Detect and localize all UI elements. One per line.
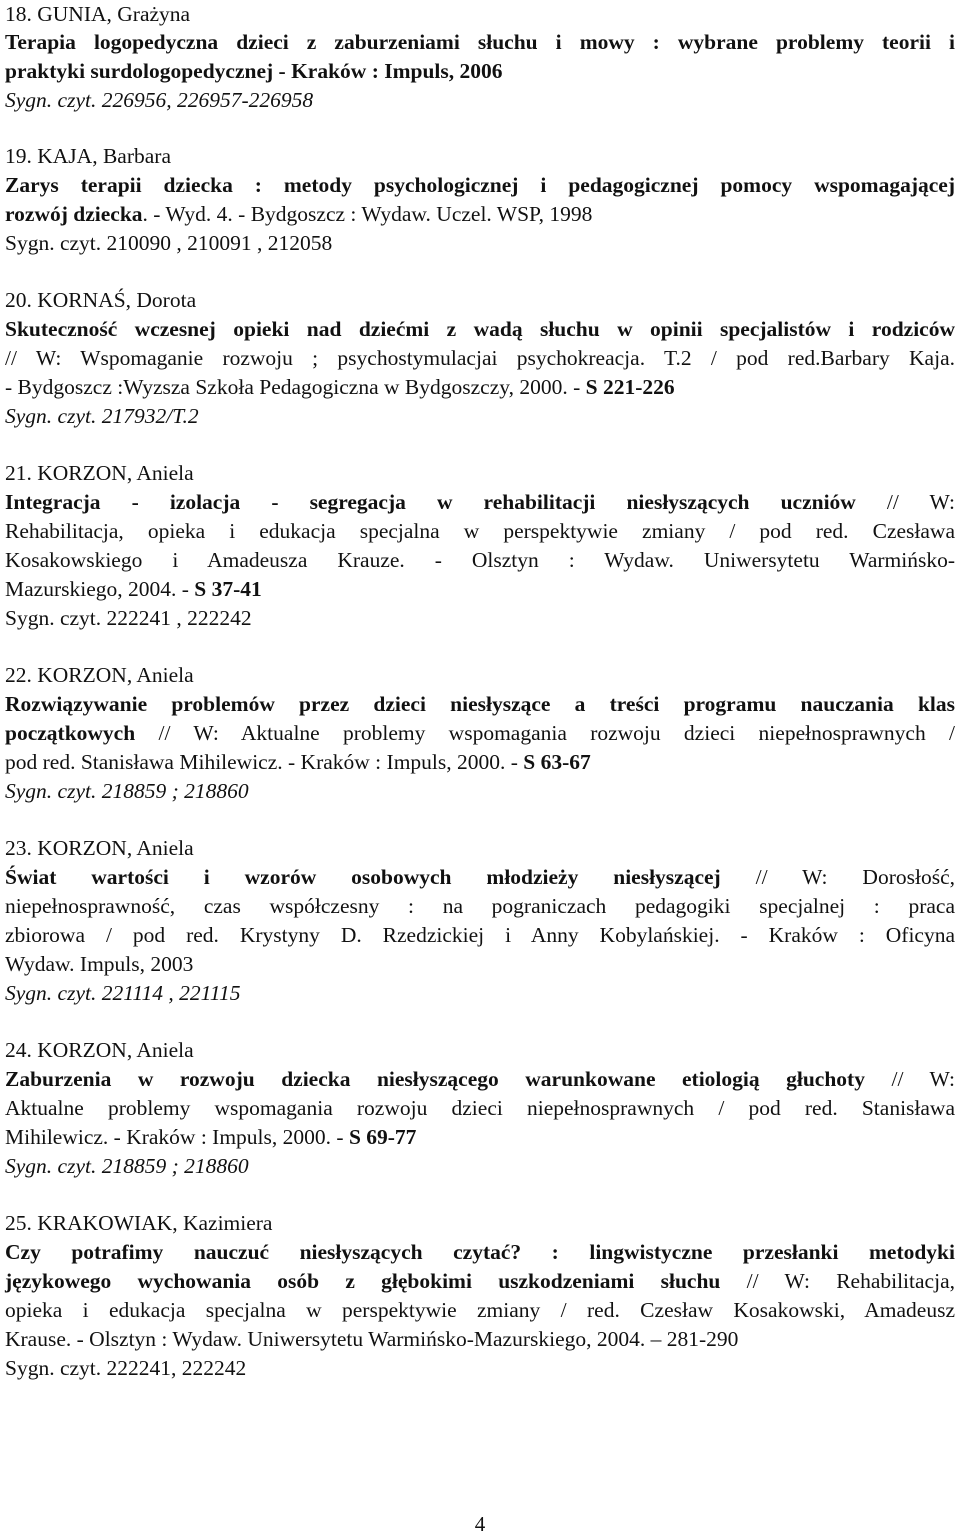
entry-18-call-number: Sygn. czyt. 226956, 226957-226958 <box>5 88 314 112</box>
entry-25-author: 25. KRAKOWIAK, Kazimiera <box>5 1211 273 1235</box>
entry-21-source: Rehabilitacja, opieka i edukacja specjalna w perspektywie zmiany / pod red. Czesława <box>5 519 955 543</box>
entry-22-author: 22. KORZON, Aniela <box>5 663 194 687</box>
entry-19-call-number: Sygn. czyt. 210090 , 210091 , 212058 <box>5 231 333 255</box>
entry-20-publication: - Bydgoszcz :Wyzsza Szkoła Pedagogiczna w Bydgoszczy, 2000. - S 221-226 <box>5 375 675 399</box>
entry-20-title: Skuteczność wczesnej opieki nad dziećmi z wadą słuchu w opinii specjalistów i rodziców <box>5 317 955 341</box>
entry-21-author: 21. KORZON, Aniela <box>5 461 194 485</box>
entry-20-call-number: Sygn. czyt. 217932/T.2 <box>5 404 199 428</box>
entry-25-title-line: językowego wychowania osób z głębokimi uszkodzeniami słuchu // W: Rehabilitacja, <box>5 1269 955 1293</box>
entry-20-source: // W: Wspomaganie rozwoju ; psychostymulacjai psychokreacja. T.2 / pod red.Barbary Kaja. <box>5 346 955 370</box>
entry-18-author: 18. GUNIA, Grażyna <box>5 2 191 26</box>
entry-21-publication: Mazurskiego, 2004. - S 37-41 <box>5 577 262 601</box>
entry-23-title-line: Świat wartości i wzorów osobowych młodzieży niesłyszącej // W: Dorosłość, <box>5 865 955 889</box>
entry-24-source: Aktualne problemy wspomagania rozwoju dzieci niepełnosprawnych / pod red. Stanisława <box>5 1096 955 1120</box>
entry-19-publication: . - Wyd. 4. - Bydgoszcz : Wydaw. Uczel. WSP, 1998 <box>142 202 593 226</box>
entry-24-call-number: Sygn. czyt. 218859 ; 218860 <box>5 1154 249 1178</box>
entry-23-call-number: Sygn. czyt. 221114 , 221115 <box>5 981 241 1005</box>
entry-22-call-number: Sygn. czyt. 218859 ; 218860 <box>5 779 249 803</box>
entry-22-pages: S 63-67 <box>523 750 591 774</box>
entry-21-title: Integracja - izolacja - segregacja w rehabilitacji niesłyszących uczniów <box>5 490 856 514</box>
entry-19-title-cont <box>5 200 955 229</box>
entry-23-source-cont: zbiorowa / pod red. Krystyny D. Rzedzickiej i Anny Kobylańskiej. - Kraków : Oficyna <box>5 923 955 947</box>
entry-22-title: Rozwiązywanie problemów przez dzieci niesłyszące a treści programu nauczania klas <box>5 692 955 716</box>
entry-23-publication: Wydaw. Impuls, 2003 <box>5 952 194 976</box>
entry-25-publication: Krause. - Olsztyn : Wydaw. Uniwersytetu Warmińsko-Mazurskiego, 2004. – 281-290 <box>5 1327 739 1351</box>
entry-21-call-number: Sygn. czyt. 222241 , 222242 <box>5 606 252 630</box>
entry-21-pages: S 37-41 <box>194 577 262 601</box>
entry-19-title-bold: rozwój dziecka <box>5 202 143 226</box>
entry-23-title: Świat wartości i wzorów osobowych młodzieży niesłyszącej <box>5 865 721 889</box>
entry-23-source: niepełnosprawność, czas współczesny : na pograniczach pedagogiki specjalnej : praca <box>5 894 955 918</box>
entry-24-title: Zaburzenia w rozwoju dziecka niesłyszącego warunkowane etiologią głuchoty <box>5 1067 865 1091</box>
entry-25-title: Czy potrafimy nauczuć niesłyszących czytać? : lingwistyczne przesłanki metodyki <box>5 1240 955 1264</box>
entry-18-title-cont: praktyki surdologopedycznej - Kraków : Impuls, 2006 <box>5 59 503 83</box>
entry-23-author: 23. KORZON, Aniela <box>5 836 194 860</box>
entry-21-title-line: Integracja - izolacja - segregacja w rehabilitacji niesłyszących uczniów // W: <box>5 490 955 514</box>
entry-22-title-line: początkowych // W: Aktualne problemy wspomagania rozwoju dzieci niepełnosprawnych / <box>5 721 955 745</box>
entry-19-author: 19. KAJA, Barbara <box>5 144 171 168</box>
entry-24-title-line: Zaburzenia w rozwoju dziecka niesłyszącego warunkowane etiologią głuchoty // W: <box>5 1067 956 1091</box>
entry-20-pages: S 221-226 <box>585 375 675 399</box>
entry-20-author: 20. KORNAŚ, Dorota <box>5 288 197 312</box>
entry-18-title: Terapia logopedyczna dzieci z zaburzeniami słuchu i mowy : wybrane problemy teorii i <box>5 30 955 54</box>
page-number: 4 <box>474 1512 486 1536</box>
entry-25-title-cont: językowego wychowania osób z głębokimi uszkodzeniami słuchu <box>5 1269 721 1293</box>
entry-22-publication: pod red. Stanisława Mihilewicz. - Kraków : Impuls, 2000. - S 63-67 <box>5 750 591 774</box>
entry-21-source-cont: Kosakowskiego i Amadeusza Krauze. - Olsztyn : Wydaw. Uniwersytetu Warmińsko- <box>5 548 955 572</box>
entry-19-title: Zarys terapii dziecka : metody psychologicznej i pedagogicznej pomocy wspomagającej <box>5 173 955 197</box>
entry-25-call-number: Sygn. czyt. 222241, 222242 <box>5 1356 247 1380</box>
entry-25-source: opieka i edukacja specjalna w perspektywie zmiany / red. Czesław Kosakowski, Amadeusz <box>5 1298 955 1322</box>
entry-24-pages: S 69-77 <box>348 1125 417 1149</box>
entry-24-publication: Mihilewicz. - Kraków : Impuls, 2000. - S 69-77 <box>5 1125 417 1149</box>
entry-24-author: 24. KORZON, Aniela <box>5 1038 194 1062</box>
entry-22-title-cont: początkowych <box>5 721 136 745</box>
